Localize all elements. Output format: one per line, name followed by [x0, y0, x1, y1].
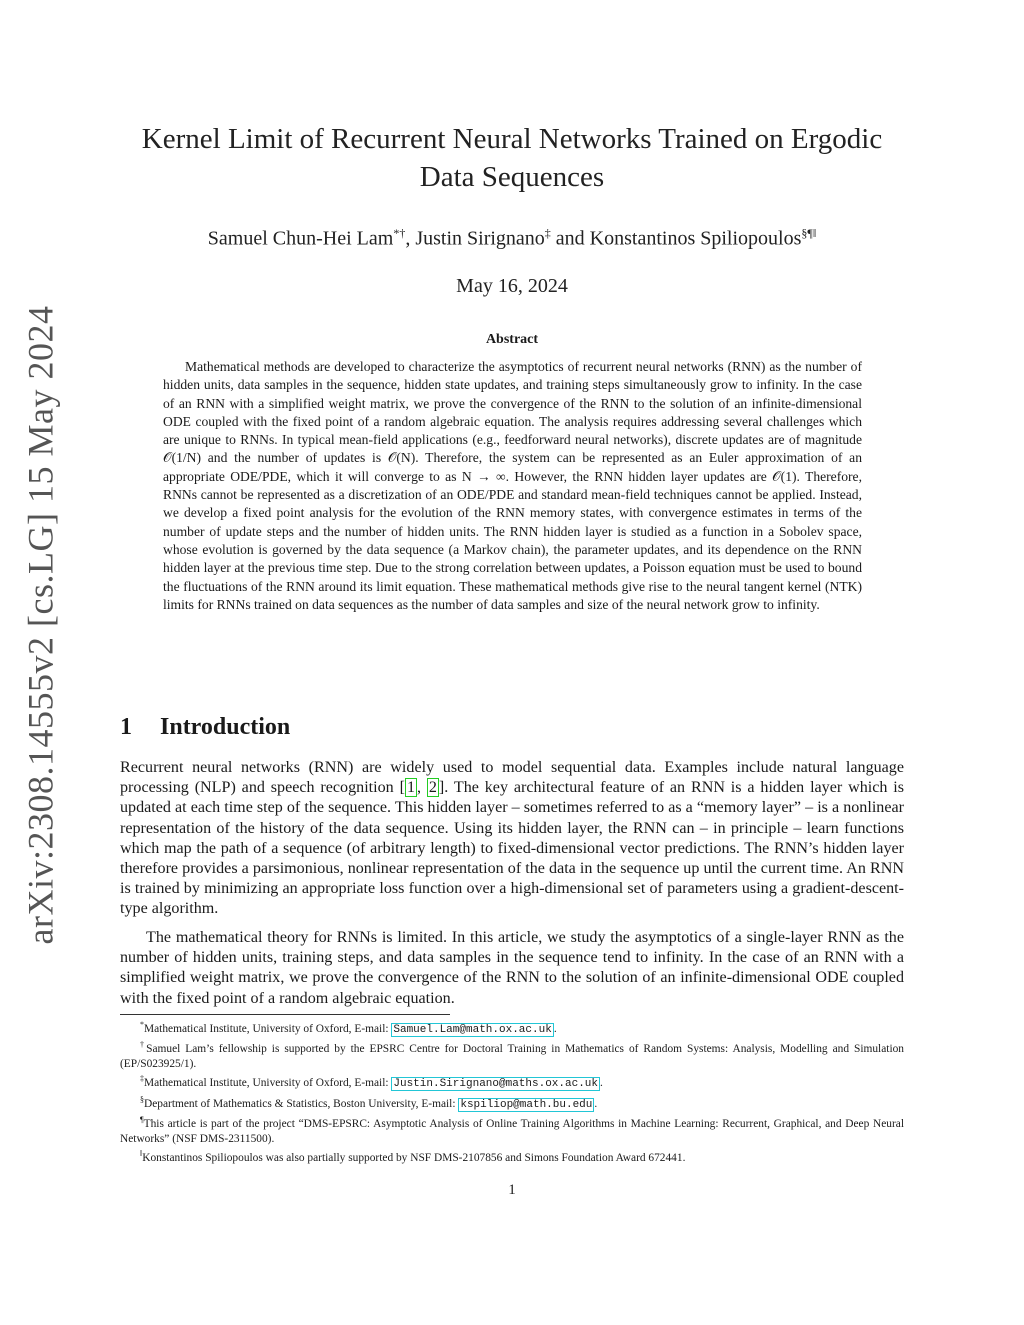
abstract-body: Mathematical methods are developed to characterize the asymptotics of recurrent neural networks (RNN) as the number of hidden units, data samples in the sequence, hidden state updates, and training steps simultaneously grow to infinity. In the case of an RNN with a simplified weight matrix, we prove the convergence of the RNN to the solution of an infinite-dimensional ODE coupled with the fixed point of a random algebraic equation. The analysis requires addressing several challenges which are unique to RNNs. In typical mean-field applications (e.g., feedforward neural networks), discrete updates are of magnitude 𝒪(1/N) and the number of updates is 𝒪(N). Therefore, the system can be represented as an Euler approximation of an appropriate ODE/PDE, which it will converge to as N → ∞. However, the RNN hidden layer updates are 𝒪(1). Therefore, RNNs cannot be represented as a discretization of an ODE/PDE and standard mean-field techniques cannot be applied. Instead, we develop a fixed point analysis for the evolution of the RNN memory states, with convergence estimates in terms of the number of update steps and the number of hidden units. The RNN hidden layer is studied as a function in a Sobolev space, whose evolution is governed by the data sequence (a Markov chain), the parameter updates, and its dependence on the RNN hidden layer at the previous time step. Due to the strong correlation between updates, a Poisson equation must be used to bound the fluctuations of the RNN around its limit equation. These mathematical methods give rise to the neural tangent kernel (NTK) limits for RNNs trained on data sequences as the number of data samples and size of the neural network grow to infinity.	[163, 359, 862, 612]
footnote-mark: ‡	[140, 1074, 144, 1084]
author-name: Samuel Chun-Hei Lam	[207, 227, 394, 250]
page-number: 1	[508, 1182, 516, 1198]
publication-date: May 16, 2024	[456, 275, 568, 297]
email-link[interactable]: Samuel.Lam@math.ox.ac.uk	[393, 1023, 552, 1036]
author-name: Justin Sirignano	[415, 227, 545, 250]
author-affiliation-mark: ‡	[544, 226, 551, 240]
section-title: Introduction	[160, 714, 291, 740]
footnote-divider	[120, 1014, 450, 1015]
author-line	[120, 226, 904, 251]
footnote-mark: *	[140, 1020, 144, 1029]
arxiv-identifier-text: arXiv:2308.14555v2 [cs.LG] 15 May 2024	[20, 305, 61, 945]
footnote-mark: †	[140, 1040, 147, 1050]
footnote-text: Samuel Lam’s fellowship is supported by the EPSRC Centre for Doctoral Training in Mathematics of Random Systems: Analysis, Modelling and Simulation (EP/S023925/1).	[120, 1043, 905, 1070]
footnote	[120, 1113, 904, 1146]
citation-link[interactable]: 2	[428, 779, 437, 797]
email-link[interactable]: kspiliop@math.bu.edu	[460, 1098, 593, 1111]
intro-text: Recurrent neural networks (RNN) are widely used to model sequential data. Examples include natural language processing (NLP) and speech recognition	[120, 759, 904, 797]
author-separator: and	[550, 227, 590, 250]
footnote-mark: §	[140, 1094, 144, 1104]
citation-separator: ,	[416, 779, 427, 797]
footnotes	[120, 1018, 904, 1167]
citation-link[interactable]: 1	[406, 779, 415, 797]
footnote-text: This article is part of the project “DMS-EPSRC: Asymptotic Analysis of Online Training Algorithms in Machine Learning: Recurrent, Graphical, and Deep Neural Networks” (NSF DMS-2311500).	[120, 1117, 904, 1145]
footnote	[120, 1147, 904, 1165]
author-affiliation-mark: §¶‖	[801, 226, 817, 240]
footnote-end: .	[594, 1097, 598, 1110]
footnote	[120, 1093, 904, 1112]
abstract-heading: Abstract	[485, 332, 539, 347]
footnote-text: Mathematical Institute, University of Oxford, E-mail:	[144, 1077, 392, 1090]
footnote	[120, 1072, 904, 1091]
email-link[interactable]: Justin.Sirignano@maths.ox.ac.uk	[393, 1078, 599, 1091]
author-separator: ,	[405, 227, 416, 250]
footnote-text: Mathematical Institute, University of Oxford, E-mail:	[144, 1022, 392, 1035]
footnote-end: .	[600, 1077, 603, 1090]
intro-text: . The key architectural feature of an RNN is a hidden layer which is updated at each time step of the sequence. This hidden layer – sometimes referred to as a “memory layer” – is a nonlinear representation of the history of the data sequence. Using its hidden layer, the RNN can – in principle – learn functions which map the path of a sequence (of arbitrary length) to fixed-dimensional vector predictions. The RNN’s hidden layer therefore provides a parsimonious, nonlinear representation of the data in the sequence up until the current time. An RNN is trained by minimizing an appropriate loss function over a high-dimensional set of parameters using a gradient-descent-type algorithm.	[120, 779, 905, 918]
footnote-mark: ‖	[140, 1149, 143, 1159]
footnote-mark: ¶	[140, 1115, 144, 1125]
footnote-text: Konstantinos Spiliopoulos was also partially supported by NSF DMS-2107856 and Simons Foundation Award 672441.	[142, 1151, 686, 1164]
section-heading	[120, 714, 290, 741]
intro-paragraph: The mathematical theory for RNNs is limited. In this article, we study the asymptotics of a single-layer RNN as the number of hidden units, training steps, and data samples in the sequence tend to infinity. In the case of an RNN with a simplified weight matrix, we prove the convergence of the RNN to the solution of an infinite-dimensional ODE coupled with the fixed point of a random algebraic equation.	[120, 929, 904, 1007]
footnote-text: Department of Mathematics & Statistics, Boston University, E-mail:	[144, 1097, 459, 1110]
author-affiliation-mark: *†	[393, 226, 406, 240]
author-name: Konstantinos Spiliopoulos	[589, 227, 802, 250]
footnote	[120, 1038, 904, 1071]
paper-title: Kernel Limit of Recurrent Neural Networks Trained on Ergodic Data Sequences	[141, 123, 883, 193]
footnote	[120, 1018, 904, 1037]
section-number: 1	[120, 714, 132, 740]
intro-paragraph: Recurrent neural networks (RNN) are widely used to model sequential data. Examples include natural language processing (NLP) and speech recognition [ 1 , 2 ]. The key architectural feature of an RNN is a hidden layer which is updated at each time step of the sequence. This hidden layer – sometimes referred to as a “memory layer” – is a nonlinear representation of the history of the data sequence. Using its hidden layer, the RNN can – in principle – learn functions which map the path of a sequence (of arbitrary length) to fixed-dimensional vector predictions. The RNN’s hidden layer therefore provides a parsimonious, nonlinear representation of the data in the sequence up until the current time. An RNN is trained by minimizing an appropriate loss function over a high-dimensional set of parameters using a gradient-descent-type algorithm.	[120, 759, 905, 918]
footnote-end: .	[553, 1022, 557, 1035]
arxiv-identifier	[10, 300, 70, 950]
